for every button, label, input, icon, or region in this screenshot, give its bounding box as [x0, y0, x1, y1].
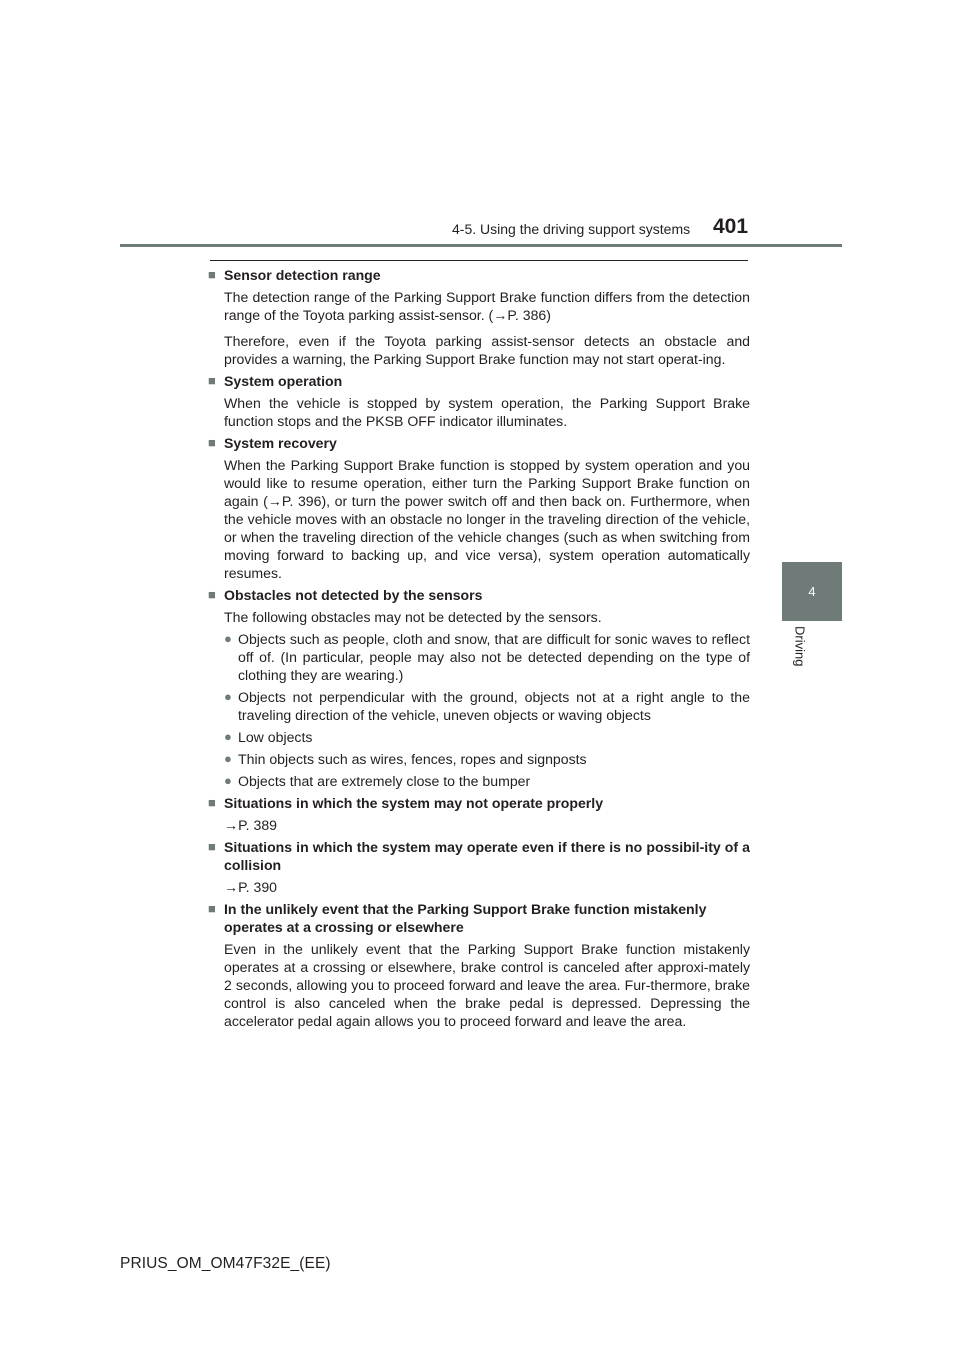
footer-document-code: PRIUS_OM_OM47F32E_(EE): [120, 1255, 331, 1272]
section-mistaken-operation: [208, 900, 750, 1030]
paragraph: The detection range of the Parking Support Brake function differs from the detection range of the Toyota parking assist-sensor. (→P. 386): [224, 289, 750, 323]
square-bullet-icon: ■: [208, 267, 216, 282]
paragraph: Even in the unlikely event that the Parking Support Brake function mistakenly operates at a crossing or elsewhere, brake control is canceled after approxi-mately 2 seconds, allowing you to proceed forward and leave the area. Fur-thermore, brake control is also canceled when the brake pedal is depressed. Depressing the accelerator pedal again allows you to proceed forward and leave the area.: [224, 941, 750, 1029]
page-number: 401: [713, 215, 749, 238]
paragraph: When the vehicle is stopped by system operation, the Parking Support Brake function stops and the PKSB OFF indicator illuminates.: [224, 395, 750, 429]
square-bullet-icon: ■: [208, 373, 216, 388]
section-heading: In the unlikely event that the Parking Support Brake function mistakenly operates at a crossing or elsewhere: [224, 901, 707, 935]
square-bullet-icon: ■: [208, 795, 216, 810]
section-heading: Situations in which the system may operate even if there is no possibil-ity of a collision: [224, 839, 750, 873]
paragraph: The following obstacles may not be detected by the sensors.: [224, 609, 602, 625]
circle-bullet-icon: ●: [224, 773, 232, 788]
content-top-rule: [210, 260, 748, 261]
header-rule: [120, 244, 842, 247]
circle-bullet-icon: ●: [224, 689, 232, 704]
section-sensor-detection-range: [208, 266, 750, 368]
section-heading: System recovery: [224, 435, 337, 451]
paragraph: When the Parking Support Brake function is stopped by system operation and you would like to resume operation, either turn the Parking Support Brake function on again (→P. 396), or turn the power switch off and then back on. Furthermore, when the vehicle moves with an obstacle no longer in the traveling direction of the vehicle, or when the traveling direction of the vehicle changes (such as when switching from moving forward to backing up, and vice versa), system operation automatically resumes.: [224, 457, 750, 581]
section-system-operation: [208, 372, 750, 430]
list-item: ● Objects such as people, cloth and snow, that are difficult for sonic waves to reflect off of. (In particular, people may also not be detected depending on the type of clothing they are wearing.): [224, 631, 750, 683]
square-bullet-icon: ■: [208, 839, 216, 854]
page-reference: →P. 389: [224, 817, 278, 833]
list-item: ● Objects not perpendicular with the ground, objects not at a right angle to the traveling direction of the vehicle, uneven objects or waving objects: [224, 689, 750, 723]
section-system-recovery: [208, 434, 750, 582]
section-heading: Situations in which the system may not operate properly: [224, 795, 604, 811]
page-content: [208, 266, 750, 1034]
circle-bullet-icon: ●: [224, 729, 232, 744]
chapter-tab: [782, 562, 842, 621]
section-may-operate-no-collision: [208, 838, 750, 896]
section-heading: Obstacles not detected by the sensors: [224, 587, 483, 603]
circle-bullet-icon: ●: [224, 631, 232, 646]
section-heading: Sensor detection range: [224, 267, 381, 283]
obstacle-list: [224, 630, 750, 790]
square-bullet-icon: ■: [208, 587, 216, 602]
header-section-title: 4-5. Using the driving support systems: [452, 221, 691, 237]
list-item: ● Thin objects such as wires, fences, ropes and signposts: [224, 751, 587, 767]
square-bullet-icon: ■: [208, 435, 216, 450]
chapter-tab-label: Driving: [792, 626, 808, 667]
page-reference: →P. 390: [224, 879, 278, 895]
list-item: ● Low objects: [224, 729, 313, 745]
circle-bullet-icon: ●: [224, 751, 232, 766]
section-heading: System operation: [224, 373, 343, 389]
section-may-not-operate-properly: [208, 794, 750, 834]
list-item: ● Objects that are extremely close to the bumper: [224, 773, 531, 789]
section-obstacles-not-detected: [208, 586, 750, 790]
paragraph: Therefore, even if the Toyota parking assist-sensor detects an obstacle and provides a warning, the Parking Support Brake function may not start operat-ing.: [224, 333, 750, 367]
chapter-tab-number: 4: [808, 584, 816, 599]
square-bullet-icon: ■: [208, 901, 216, 916]
